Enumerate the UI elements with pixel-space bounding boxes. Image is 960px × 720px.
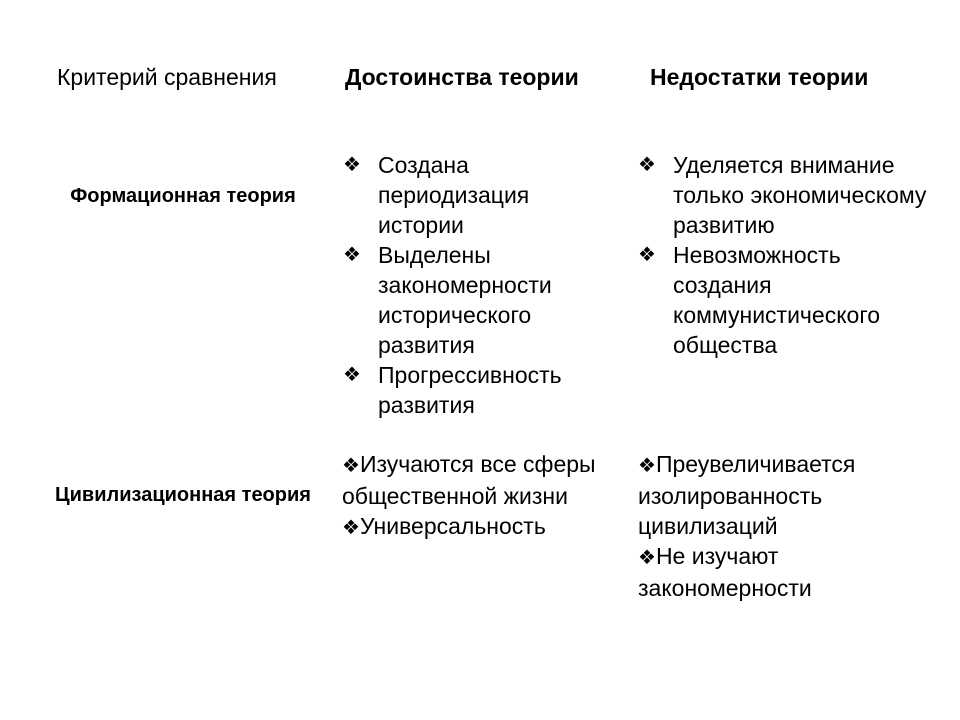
civilizational-pros-list [342, 449, 627, 543]
list-item-text: Преувеличивается изолированность цивилизаций [638, 451, 856, 539]
civilizational-cons-list [638, 449, 908, 603]
list-item-text: Создана периодизация истории [378, 152, 530, 238]
formational-pros-list [343, 150, 613, 420]
list-item-text: Не изучают закономерности [638, 543, 812, 601]
list-item-text: Универсальность [359, 513, 546, 539]
list-item [343, 150, 613, 240]
diamond-bullet-icon: ❖ [638, 154, 656, 176]
column-header-criterion: Критерий сравнения [57, 64, 277, 90]
diamond-bullet-icon: ❖ [343, 364, 361, 386]
list-item [638, 541, 908, 603]
diamond-bullet-icon: ❖ [343, 154, 361, 176]
row-label-civilizational: Цивилизационная теория [55, 484, 311, 506]
column-header-pros: Достоинства теории [345, 64, 579, 90]
formational-cons-list [638, 150, 928, 360]
list-item [342, 449, 627, 511]
diamond-bullet-icon: ❖ [638, 547, 656, 569]
list-item [342, 511, 627, 543]
diamond-bullet-icon: ❖ [342, 517, 360, 539]
list-item [638, 240, 928, 360]
list-item-text: Уделяется внимание только экономическому развитию [673, 152, 927, 238]
list-item [638, 449, 908, 541]
column-header-cons: Недостатки теории [650, 64, 869, 90]
diamond-bullet-icon: ❖ [343, 244, 361, 266]
list-item [638, 150, 928, 240]
list-item [343, 360, 613, 420]
diamond-bullet-icon: ❖ [342, 455, 360, 477]
list-item-text: Выделены закономерности исторического развития [378, 242, 552, 358]
list-item [343, 240, 613, 360]
list-item-text: Прогрессивность развития [378, 362, 562, 418]
row-label-formational: Формационная теория [70, 185, 296, 207]
list-item-text: Изучаются все сферы общественной жизни [342, 451, 596, 509]
list-item-text: Невозможность создания коммунистического общества [673, 242, 880, 358]
diamond-bullet-icon: ❖ [638, 455, 656, 477]
diamond-bullet-icon: ❖ [638, 244, 656, 266]
